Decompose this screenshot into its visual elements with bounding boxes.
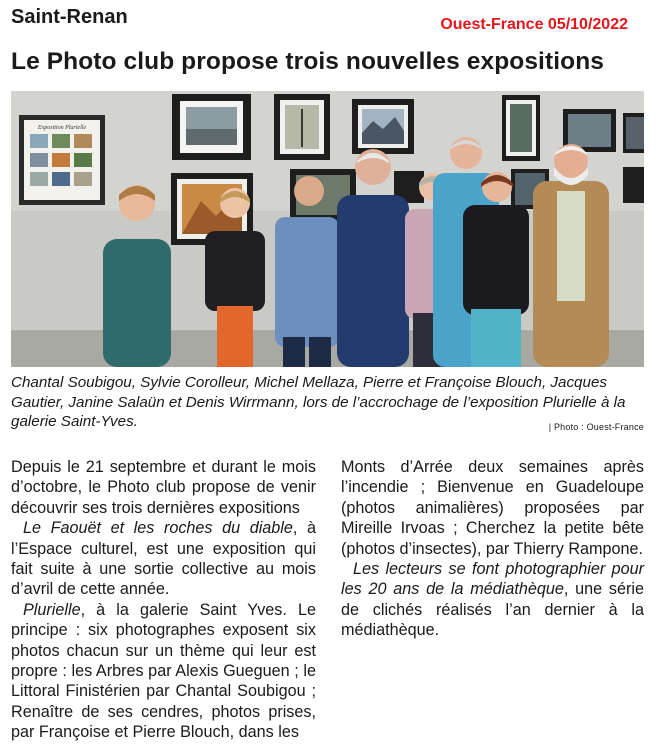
group-photo-illustration bbox=[11, 91, 644, 367]
poster-title: Exposition Plurielle bbox=[37, 125, 87, 131]
section-rubric: Saint-Renan bbox=[11, 6, 128, 28]
photo-caption: Chantal Soubigou, Sylvie Corolleur, Michel Mellaza, Pierre et Françoise Blouch, Jacques Gautier, Janine Salaün et Denis Wirrmann, lors de l’accrochage de l’exposition Plurielle à la galerie Saint-Yves. bbox=[11, 374, 626, 430]
exhibition-paragraph-2 bbox=[11, 600, 316, 743]
exhibition-title-3: Les lecteurs se font photographier pour les 20 ans de la médiathèque bbox=[341, 560, 644, 599]
exhibition-title-2: Plurielle bbox=[23, 600, 81, 619]
exhibition-text-2: , à la galerie Saint Yves. Le principe : six photographes exposent six photos chacun sur un thème qui leur est propre : les Arbres par Alexis Gueguen ; le Littoral Finistérien par Chantal Soubigou ; Renaître de ses cendres, photos prises, par Françoise et Pierre Blouch, dans les bbox=[11, 600, 316, 742]
exhibition-text-3: , une série de clichés réalisés l’an dernier à la médiathèque. bbox=[341, 580, 644, 640]
exhibition-paragraph-1 bbox=[11, 518, 316, 600]
exhibition-poster bbox=[19, 115, 105, 205]
exhibition-paragraph-2-continued: Monts d’Arrée deux semaines après l’incendie ; Bienvenue en Guadeloupe (photos animalières) proposées par Mireille Irvoas ; Cherchez la petite bête (photos d’insectes), par Thierry Rampone. bbox=[341, 458, 644, 558]
exhibition-text-1: , à l’Espace culturel, est une exposition qui fait suite à une sortie collective au mois d’avril de cette année. bbox=[11, 519, 317, 599]
exhibition-paragraph-3 bbox=[341, 559, 644, 641]
article-column-right bbox=[341, 457, 644, 641]
article-headline: Le Photo club propose trois nouvelles expositions bbox=[11, 48, 604, 75]
article-column-left bbox=[11, 457, 316, 743]
source-date: Ouest-France 05/10/2022 bbox=[440, 16, 628, 33]
photo-credit: | Photo : Ouest-France bbox=[548, 422, 644, 432]
exhibition-title-1: Le Faouët et les roches du diable bbox=[23, 519, 293, 538]
article-photo bbox=[11, 91, 644, 367]
intro-paragraph: Depuis le 21 septembre et durant le mois d’octobre, le Photo club propose de venir découvrir ses trois dernières expositions bbox=[11, 458, 316, 517]
